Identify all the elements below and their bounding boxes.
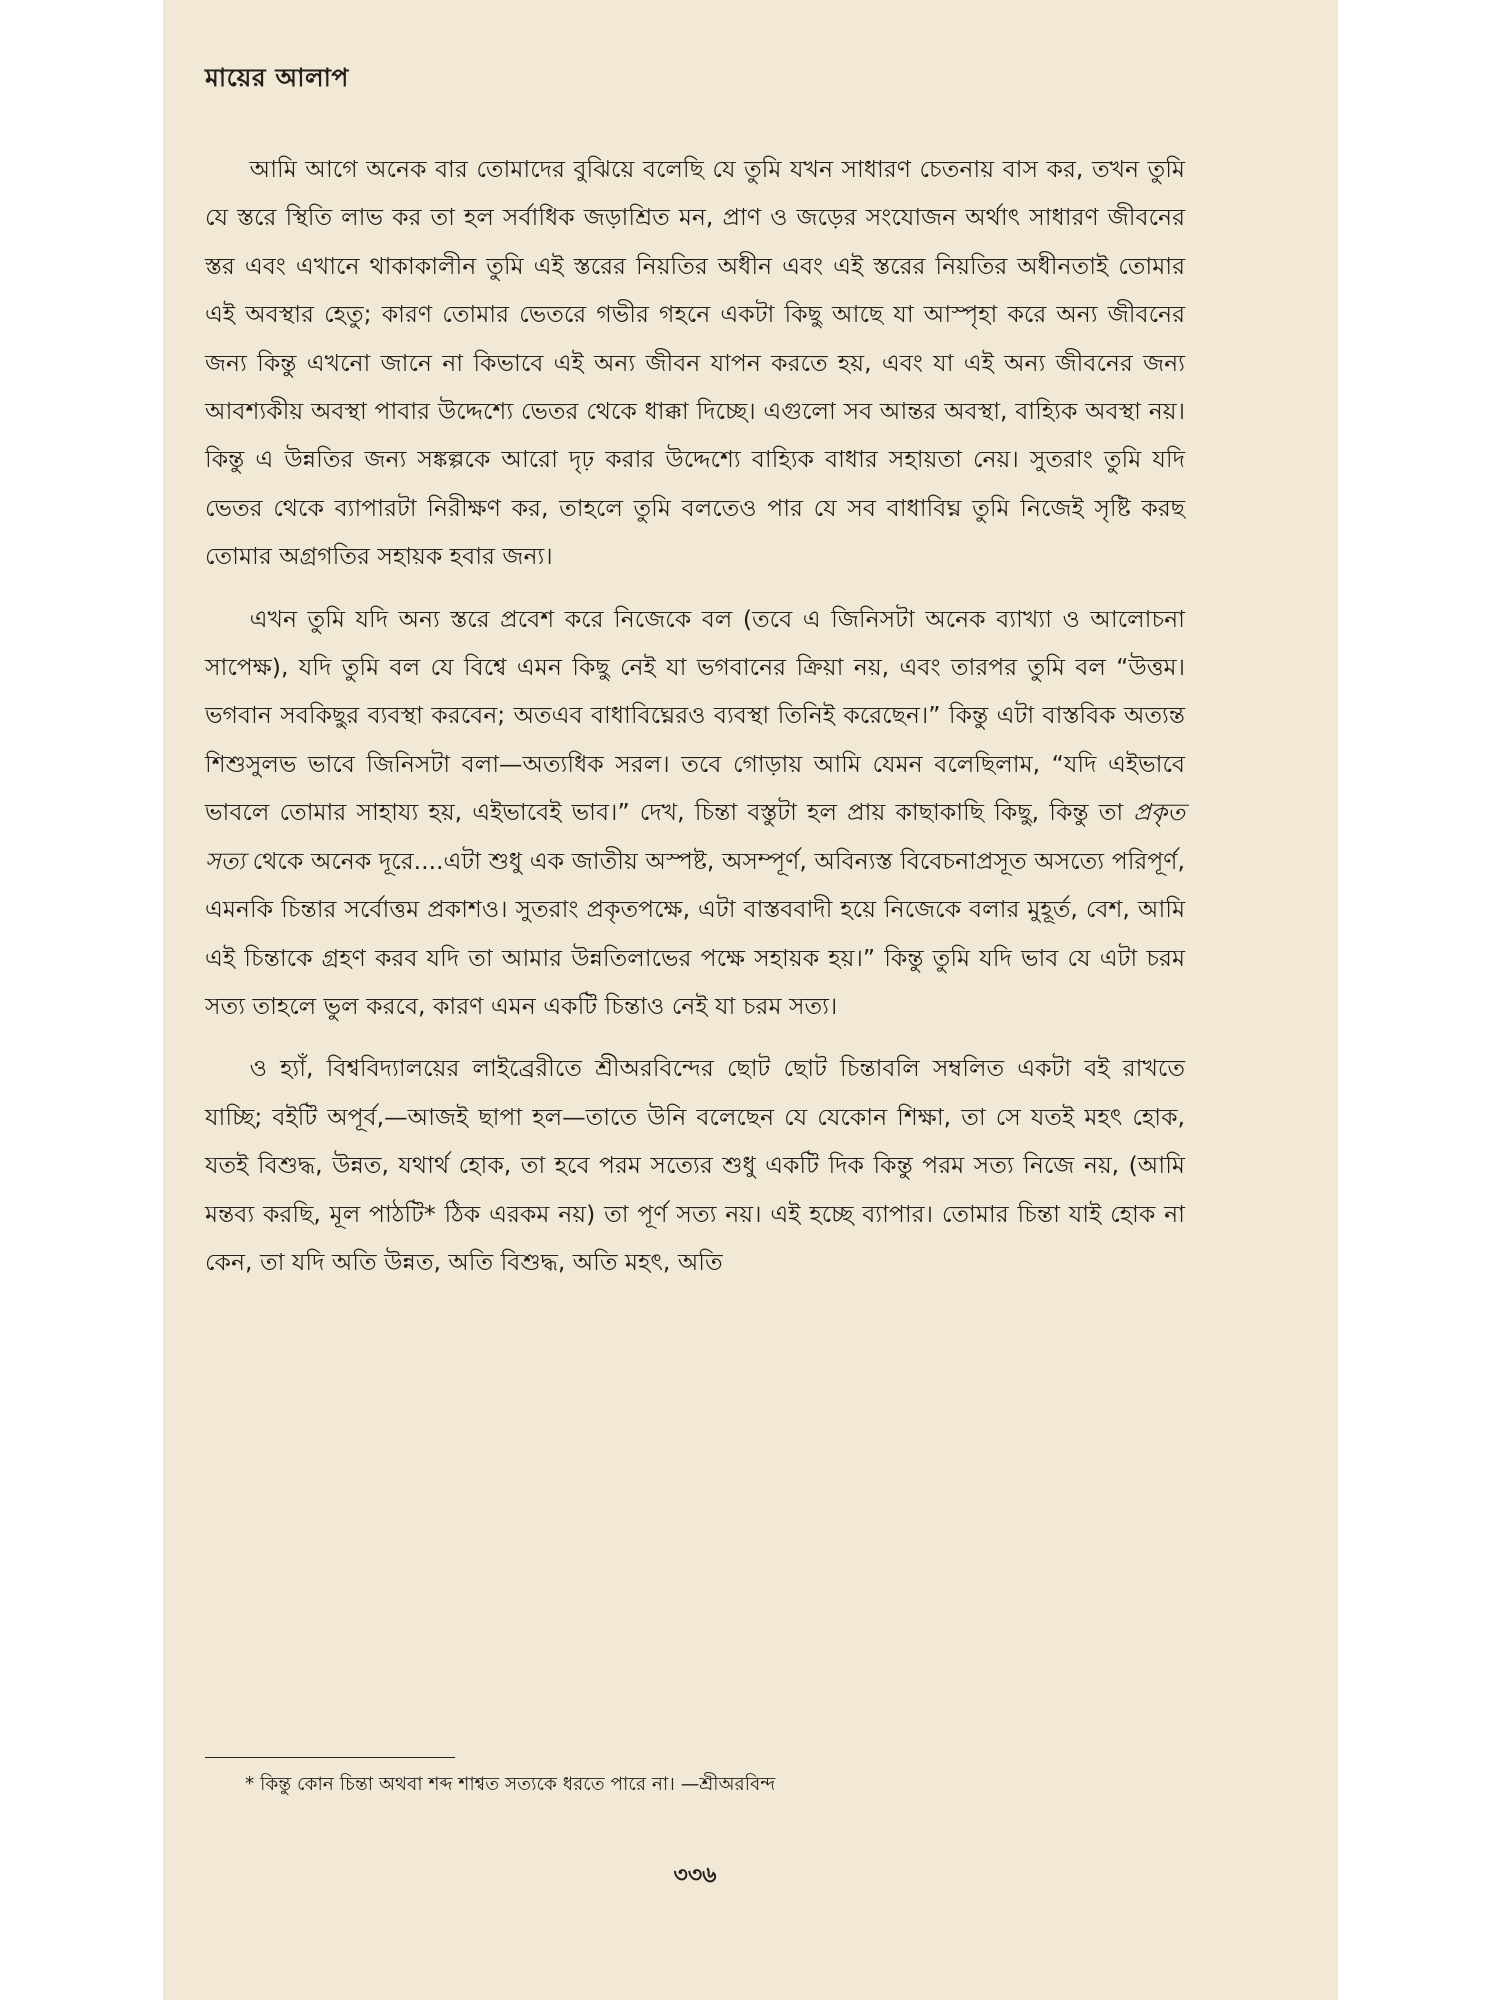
footnote: * কিন্তু কোন চিন্তা অথবা শব্দ শাশ্বত সত্যকে ধরতে পারে না। —শ্রীঅরবিন্দ	[245, 1774, 776, 1795]
paragraph-2-emphasis: প্রকৃত সত্য	[205, 798, 1185, 875]
paragraph-2	[205, 595, 1185, 1031]
page-number: ৩৩৬	[673, 1863, 717, 1888]
paragraph-3: ও হ্যাঁ, বিশ্ববিদ্যালয়ের লাইব্রেরীতে শ্রীঅরবিন্দের ছোট ছোট চিন্তাবলি সম্বলিত একটা বই রাখতে যাচ্ছি; বইটি অপূর্ব,—আজই ছাপা হল—তাতে উনি বলেছেন যে যেকোন শিক্ষা, তা সে যতই মহৎ হোক, যতই বিশুদ্ধ, উন্নত, যথার্থ হোক, তা হবে পরম সত্যের শুধু একটি দিক কিন্তু পরম সত্য নিজে নয়, (আমি মন্তব্য করছি, মূল পাঠটি* ঠিক এরকম নয়) তা পূর্ণ সত্য নয়। এই হচ্ছে ব্যাপার। তোমার চিন্তা যাই হোক না কেন, তা যদি অতি উন্নত, অতি বিশুদ্ধ, অতি মহৎ, অতি	[205, 1054, 1185, 1276]
running-title: মায়ের আলাপ	[205, 63, 349, 92]
footnote-divider	[205, 1757, 455, 1758]
book-page	[163, 0, 1338, 2000]
body-text	[205, 145, 1185, 1300]
paragraph-2-part-1: এখন তুমি যদি অন্য স্তরে প্রবেশ করে নিজেকে বল (তবে এ জিনিসটা অনেক ব্যাখ্যা ও আলোচনা সাপেক্ষ), যদি তুমি বল যে বিশ্বে এমন কিছু নেই যা ভগবানের ক্রিয়া নয়, এবং তারপর তুমি বল “উত্তম। ভগবান সবকিছুর ব্যবস্থা করবেন; অতএব বাধাবিঘ্নেরও ব্যবস্থা তিনিই করেছেন।” কিন্তু এটা বাস্তবিক অত্যন্ত শিশুসুলভ ভাবে জিনিসটা বলা—অত্যধিক সরল। তবে গোড়ায় আমি যেমন বলেছিলাম, “যদি এইভাবে ভাবলে তোমার সাহায্য হয়, এইভাবেই ভাব।” দেখ, চিন্তা বস্তুটা হল প্রায় কাছাকাছি কিছু, কিন্তু তা	[205, 604, 1185, 827]
paragraph-2-part-2: থেকে অনেক দূরে....এটা শুধু এক জাতীয় অস্পষ্ট, অসম্পূর্ণ, অবিন্যস্ত বিবেচনাপ্রসূত অসত্যে পরিপূর্ণ, এমনকি চিন্তার সর্বোত্তম প্রকাশও। সুতরাং প্রকৃতপক্ষে, এটা বাস্তববাদী হয়ে নিজেকে বলার মুহূর্ত, বেশ, আমি এই চিন্তাকে গ্রহণ করব যদি তা আমার উন্নতিলাভের পক্ষে সহায়ক হয়।” কিন্তু তুমি যদি ভাব যে এটা চরম সত্য তাহলে ভুল করবে, কারণ এমন একটি চিন্তাও নেই যা চরম সত্য।	[205, 846, 1185, 1020]
paragraph-1: আমি আগে অনেক বার তোমাদের বুঝিয়ে বলেছি যে তুমি যখন সাধারণ চেতনায় বাস কর, তখন তুমি যে স্তরে স্থিতি লাভ কর তা হল সর্বাধিক জড়াশ্রিত মন, প্রাণ ও জড়ের সংযোজন অর্থাৎ সাধারণ জীবনের স্তর এবং এখানে থাকাকালীন তুমি এই স্তরের নিয়তির অধীন এবং এই স্তরের নিয়তির অধীনতাই তোমার এই অবস্থার হেতু; কারণ তোমার ভেতরে গভীর গহনে একটা কিছু আছে যা আস্পৃহা করে অন্য জীবনের জন্য কিন্তু এখনো জানে না কিভাবে এই অন্য জীবন যাপন করতে হয়, এবং যা এই অন্য জীবনের জন্য আবশ্যকীয় অবস্থা পাবার উদ্দেশ্যে ভেতর থেকে ধাক্কা দিচ্ছে। এগুলো সব আন্তর অবস্থা, বাহ্যিক অবস্থা নয়। কিন্তু এ উন্নতির জন্য সঙ্কল্পকে আরো দৃঢ় করার উদ্দেশ্যে বাহ্যিক বাধার সহায়তা নেয়। সুতরাং তুমি যদি ভেতর থেকে ব্যাপারটা নিরীক্ষণ কর, তাহলে তুমি বলতেও পার যে সব বাধাবিঘ্ন তুমি নিজেই সৃষ্টি করছ তোমার অগ্রগতির সহায়ক হবার জন্য।	[205, 155, 1185, 571]
